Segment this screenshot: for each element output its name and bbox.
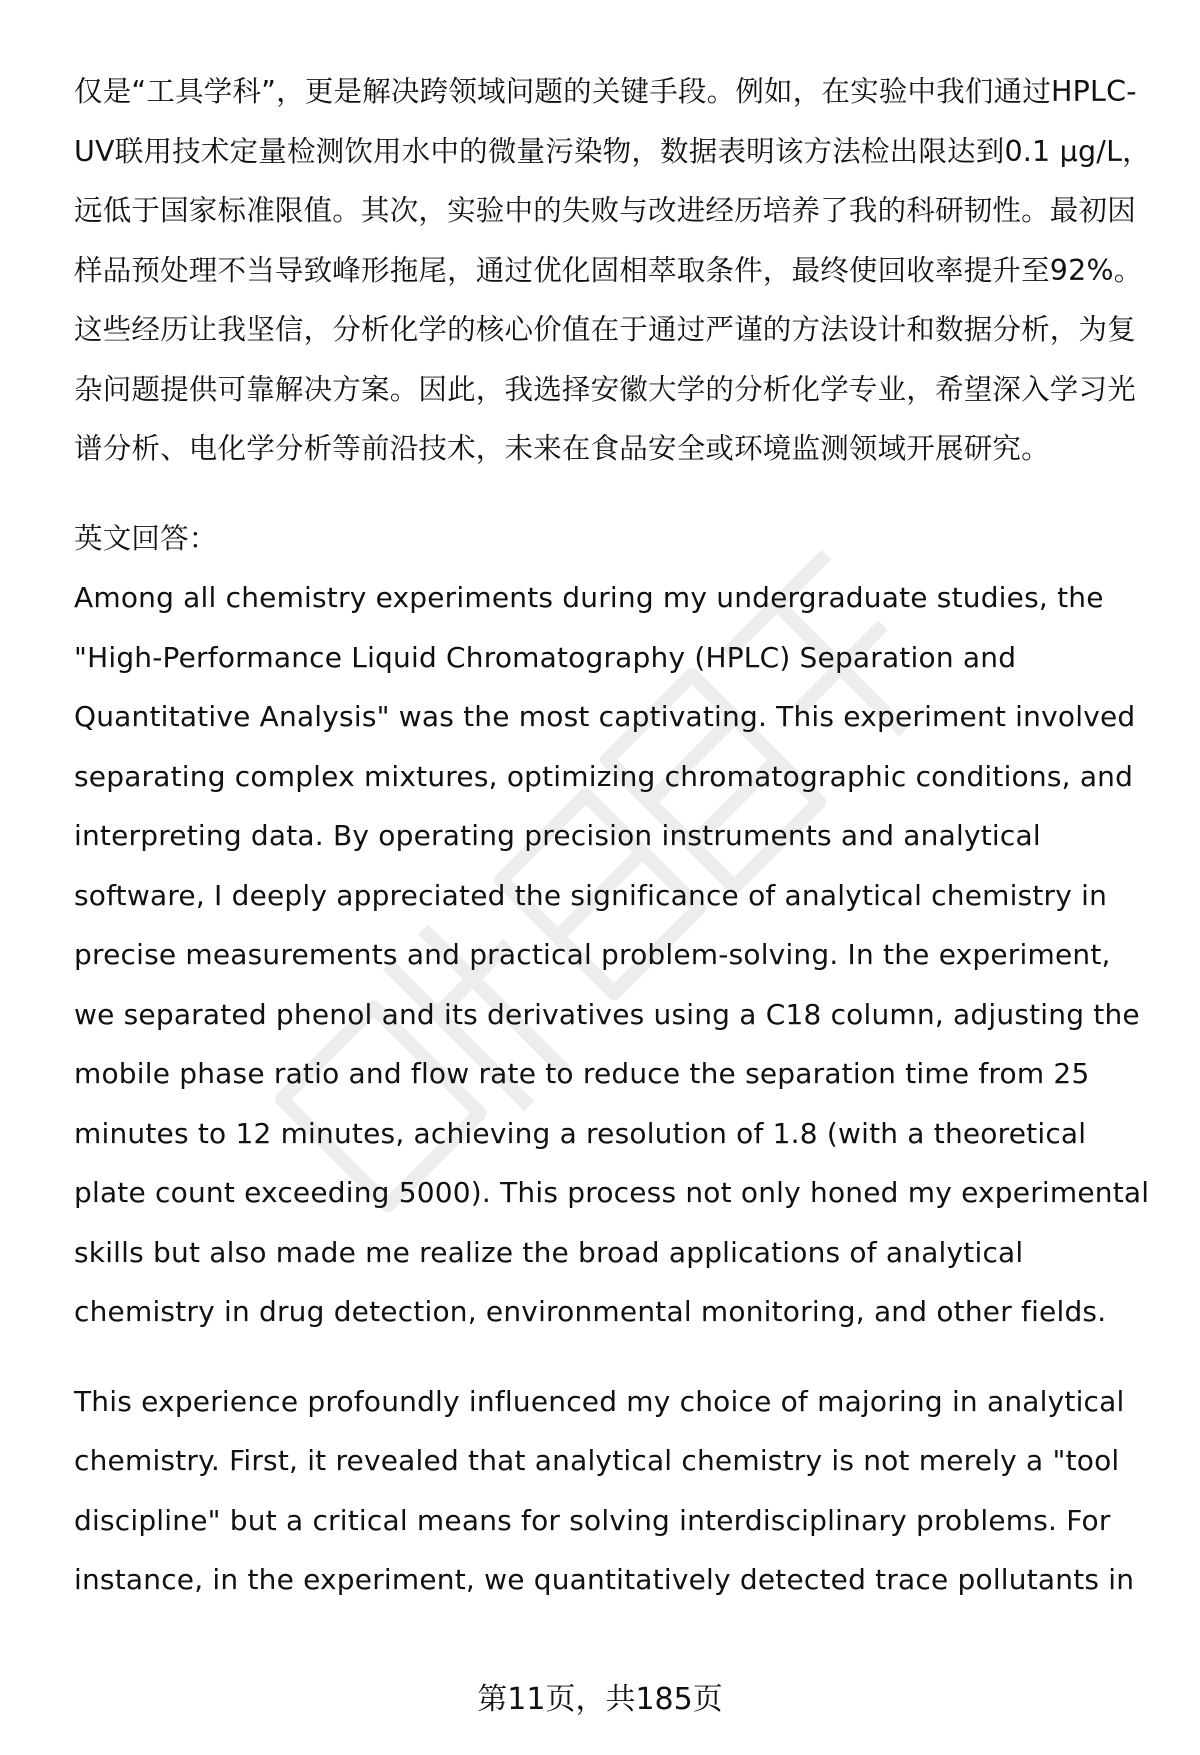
paragraph-english-1: Among all chemistry experiments during my undergraduate studies, the "High-Performance Liquid Chromatography (HPLC) Separation and Quantitative Analysis" was the most captivating. This experiment involved separating complex mixtures, optimizing chromatographic conditions, and interpreting data. By operating precision instruments and analytical software, I deeply appreciated the significance of analytical chemistry in precise measurements and practical problem-solving. In the experiment, we separated phenol and its derivatives using a C18 column, adjusting the mobile phase ratio and flow rate to reduce the separation time from 25 minutes to 12 minutes, achieving a resolution of 1.8 (with a theoretical plate count exceeding 5000). This process not only honed my experimental skills but also made me realize the broad applications of analytical chemistry in drug detection, environmental monitoring, and other fields. [74,581,1150,1328]
paragraph-gap [74,479,1154,509]
paragraph-chinese-continuation: 仅是“工具学科”，更是解决跨领域问题的关键手段。例如，在实验中我们通过HPLC-UV联用技术定量检测饮用水中的微量污染物，数据表明该方法检出限达到0.1 μg/L，远低于国家标准限值。其次，实验中的失败与改进经历培养了我的科研韧性。最初因样品预处理不当导致峰形拖尾，通过优化固相萃取条件，最终使回收率提升至92%。这些经历让我坚信，分析化学的核心价值在于通过严谨的方法设计和数据分析，为复杂问题提供可靠解决方案。因此，我选择安徽大学的分析化学专业，希望深入学习光谱分析、电化学分析等前沿技术，未来在食品安全或环境监测领域开展研究。 [74,75,1151,465]
section-heading-english-answer: 英文回答： [74,521,218,555]
page-number-footer: 第11页，共185页 [477,1682,723,1717]
paragraph-gap [74,1342,1154,1372]
document-body [74,62,1154,1610]
paragraph-english-2: This experience profoundly influenced my choice of majoring in analytical chemistry. First, it revealed that analytical chemistry is not merely a "tool discipline" but a critical means for solving interdisciplinary problems. For instance, in the experiment, we quantitatively detected trace pollutants in [74,1384,1135,1596]
